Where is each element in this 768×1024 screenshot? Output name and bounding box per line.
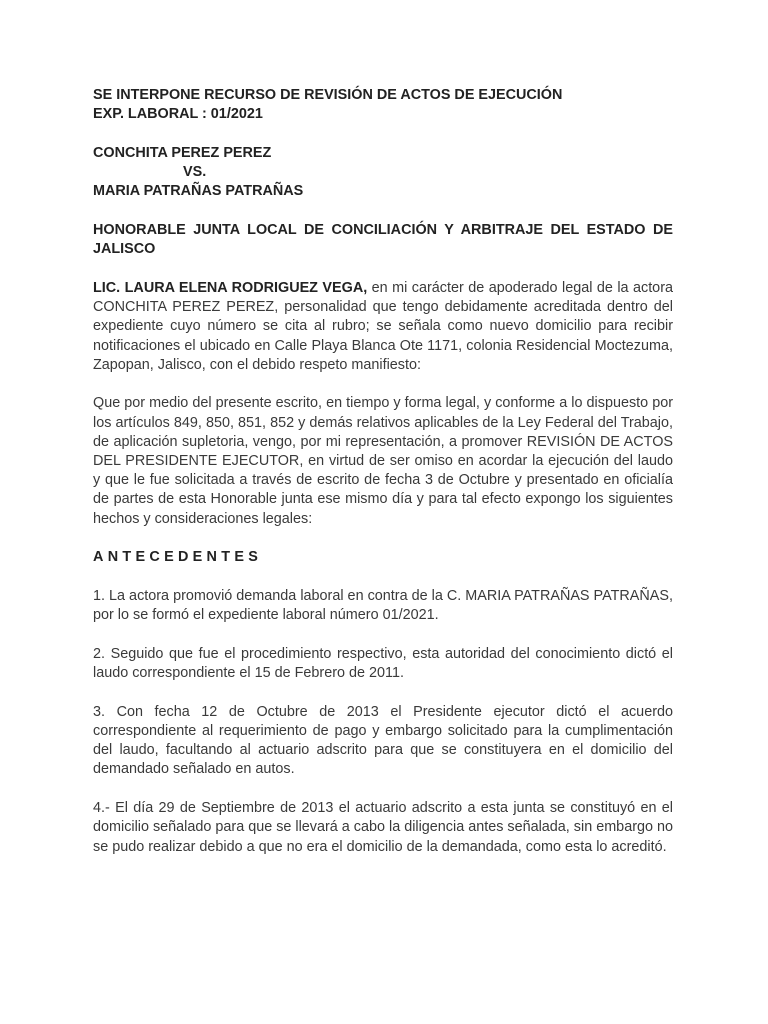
antecedente-item: 1. La actora promovió demanda laboral en contra de la C. MARIA PATRAÑAS PATRAÑAS, por lo se formó el expediente laboral número 01/2021.: [93, 588, 673, 624]
versus-label: VS.: [183, 164, 207, 181]
antecedente-item: 3. Con fecha 12 de Octubre de 2013 el Presidente ejecutor dictó el acuerdo correspondiente al requerimiento de pago y embargo solicitado para la cumplimentación del laudo, facultando al actuario adscrito para que se constituyera en el domicilio del demandado señalado en autos.: [93, 703, 673, 778]
antecedente-item: 4.- El día 29 de Septiembre de 2013 el actuario adscrito a esta junta se constituyó en el domicilio señalado para que se llevará a cabo la diligencia antes señalada, sin embargo no se pudo realizar debido a que no era el domicilio de la demandada, como esta lo acreditó.: [93, 800, 673, 855]
lawyer-name: LIC. LAURA ELENA RODRIGUEZ VEGA,: [93, 279, 368, 296]
document-title: SE INTERPONE RECURSO DE REVISIÓN DE ACTOS DE EJECUCIÓN: [93, 87, 563, 103]
section-heading-antecedentes: ANTECEDENTES: [93, 549, 263, 566]
addressee-heading: HONORABLE JUNTA LOCAL DE CONCILIACIÓN Y ARBITRAJE DEL ESTADO DE JALISCO: [93, 222, 673, 258]
actor-name: CONCHITA PEREZ PEREZ: [93, 144, 272, 161]
expediente-number: EXP. LABORAL : 01/2021: [93, 106, 263, 123]
antecedente-item: 2. Seguido que fue el procedimiento respectivo, esta autoridad del conocimiento dictó el laudo correspondiente el 15 de Febrero de 2011.: [93, 645, 673, 682]
body-paragraph: Que por medio del presente escrito, en tiempo y forma legal, y conforme a lo dispuesto por los artículos 849, 850, 851, 852 y demás relativos aplicables de la Ley Federal del Trabajo, de aplicación supletoria, vengo, por mi representación, a promover REVISIÓN DE ACTOS DEL PRESIDENTE EJECUTOR, en virtud de ser omiso en acordar la ejecución del laudo y que le fue solicitada a través de escrito de fecha 3 de Octubre y presentado en oficialía de partes de esta Honorable junta ese mismo día y para tal efecto expongo los siguientes hechos y consideraciones legales:: [93, 395, 673, 527]
defendant-name: MARIA PATRAÑAS PATRAÑAS: [93, 183, 304, 200]
intro-paragraph: [93, 279, 673, 375]
intro-text: en mi carácter de apoderado legal de la actora CONCHITA PEREZ PEREZ, personalidad que tengo debidamente acreditada dentro del expediente cuyo número se cita al rubro; se señala como nuevo domicilio para recibir notificaciones el ubicado en Calle Playa Blanca Ote 1171, colonia Residencial Moctezuma, Zapopan, Jalisco, con el debido respeto manifiesto:: [93, 279, 673, 373]
